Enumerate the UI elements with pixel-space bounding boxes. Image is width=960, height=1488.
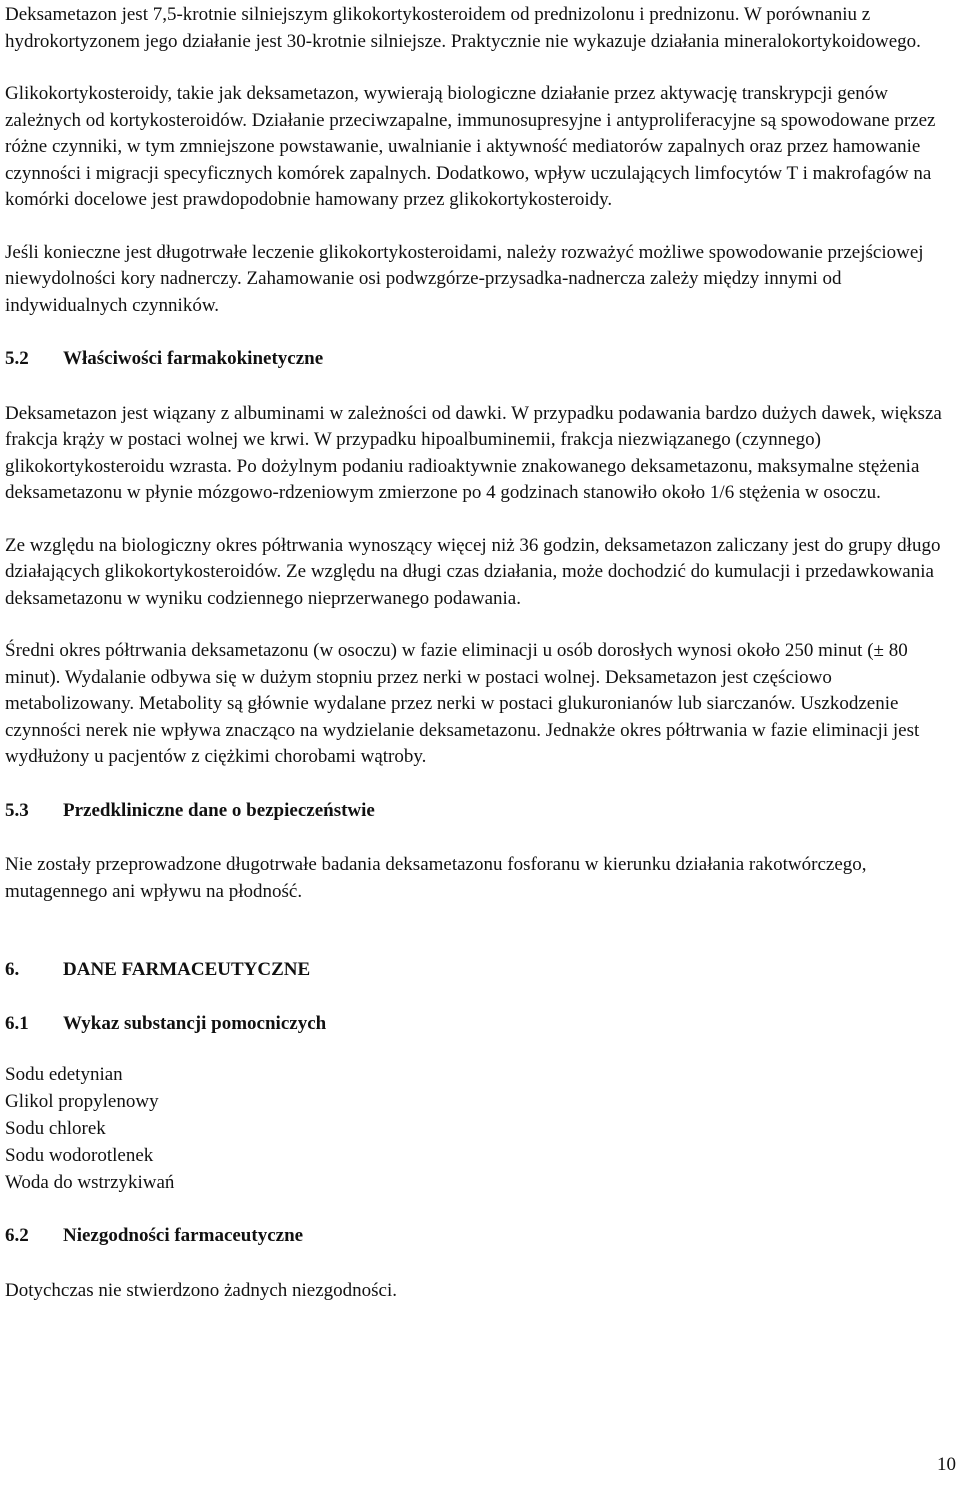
heading-6-1 bbox=[5, 1011, 955, 1038]
heading-5-2-title: Właściwości farmakokinetyczne bbox=[63, 348, 324, 369]
heading-6-1-number: 6.1 bbox=[5, 1012, 29, 1034]
heading-5-3-title: Przedkliniczne dane o bezpieczeństwie bbox=[63, 799, 375, 821]
document-page bbox=[5, 2, 955, 1304]
paragraph-albumin-binding: Deksametazon jest wiązany z albuminami w zależności od dawki. W przypadku podawania bardzo dużych dawek, większa frakcja krąży w postaci wolnej we krwi. W przypadku hipoalbuminemii, frakcja niezwiązanego (czynnego) glikokortykosteroidu wzrasta. Po dożylnym podaniu radioaktywnie znakowanego deksametazonu, maksymalne stężenia deksametazonu w płynie mózgowo-rdzeniowym zmierzone po 4 godzinach stanowiło około 1/6 stężenia w osoczu. bbox=[5, 402, 942, 503]
heading-6-title: DANE FARMACEUTYCZNE bbox=[63, 959, 311, 980]
page-number: 10 bbox=[937, 1454, 956, 1475]
paragraph-elimination: Średni okres półtrwania deksametazonu (w osoczu) w fazie eliminacji u osób dorosłych wynosi około 250 minut (± 80 minut). Wydalanie odbywa się w dużym stopniu przez nerki w postaci wolnej. Deksametazon jest częściowo metabolizowany. Metabolity są głównie wydalane przez nerki w postaci glukuronianów lub siarczanów. Uszkodzenie czynności nerek nie wpływa znacząco na wydzielanie deksametazonu. Jednakże okres półtrwania w fazie eliminacji jest wydłużony u pacjentów z ciężkimi chorobami wątroby. bbox=[5, 640, 920, 767]
heading-5-3-number: 5.3 bbox=[5, 799, 29, 821]
heading-5-2 bbox=[5, 346, 955, 373]
paragraph-potency: Deksametazon jest 7,5-krotnie silniejszym glikokortykosteroidem od prednizolonu i prednizonu. W porównaniu z hydrokortyzonem jego działanie jest 30-krotnie silniejsze. Praktycznie nie wykazuje działania mineralokortykoidowego. bbox=[5, 4, 921, 52]
heading-6-number: 6. bbox=[5, 959, 20, 980]
heading-6-2-number: 6.2 bbox=[5, 1225, 29, 1246]
paragraph-incompatibilities: Dotychczas nie stwierdzono żadnych niezgodności. bbox=[5, 1279, 398, 1301]
list-item: Sodu edetynian bbox=[5, 1064, 123, 1085]
heading-6-2 bbox=[5, 1223, 955, 1250]
heading-5-3 bbox=[5, 798, 955, 825]
paragraph-mechanism: Glikokortykosteroidy, takie jak deksametazon, wywierają biologiczne działanie przez aktywację transkrypcji genów zależnych od kortykosteroidów. Działanie przeciwzapalne, immunosupresyjne i antyproliferacyjne są spowodowane przez różne czynniki, w tym zmniejszone powstawanie, uwalnianie i aktywność mediatorów zapalnych oraz przez hamowanie czynności i migracji specyficznych komórek zapalnych. Dodatkowo, wpływ uczulających limfocytów T i makrofagów na komórki docelowe jest prawdopodobnie hamowany przez glikokortykosteroidy. bbox=[5, 83, 936, 210]
list-item: Sodu wodorotlenek bbox=[5, 1145, 154, 1166]
list-item: Woda do wstrzykiwań bbox=[5, 1172, 175, 1193]
heading-6 bbox=[5, 957, 955, 984]
excipients-list bbox=[5, 1061, 955, 1196]
paragraph-half-life: Ze względu na biologiczny okres półtrwania wynoszący więcej niż 36 godzin, deksametazon zaliczany jest do grupy długo działających glikokortykosteroidów. Ze względu na długi czas działania, może dochodzić do kumulacji i przedawkowania deksametazonu w wyniku codziennego nieprzerwanego podawania. bbox=[5, 534, 941, 609]
list-item: Sodu chlorek bbox=[5, 1118, 106, 1139]
paragraph-adrenal-insufficiency: Jeśli konieczne jest długotrwałe leczenie glikokortykosteroidami, należy rozważyć możliwe spowodowanie przejściowej niewydolności kory nadnerczy. Zahamowanie osi podwzgórze-przysadka-nadnercza zależy między innymi od indywidualnych czynników. bbox=[5, 241, 924, 316]
heading-6-2-title: Niezgodności farmaceutyczne bbox=[63, 1225, 304, 1246]
heading-5-2-number: 5.2 bbox=[5, 348, 29, 369]
heading-6-1-title: Wykaz substancji pomocniczych bbox=[63, 1012, 327, 1034]
list-item: Glikol propylenowy bbox=[5, 1091, 159, 1112]
paragraph-preclinical: Nie zostały przeprowadzone długotrwałe badania deksametazonu fosforanu w kierunku działania rakotwórczego, mutagennego ani wpływu na płodność. bbox=[5, 854, 867, 902]
